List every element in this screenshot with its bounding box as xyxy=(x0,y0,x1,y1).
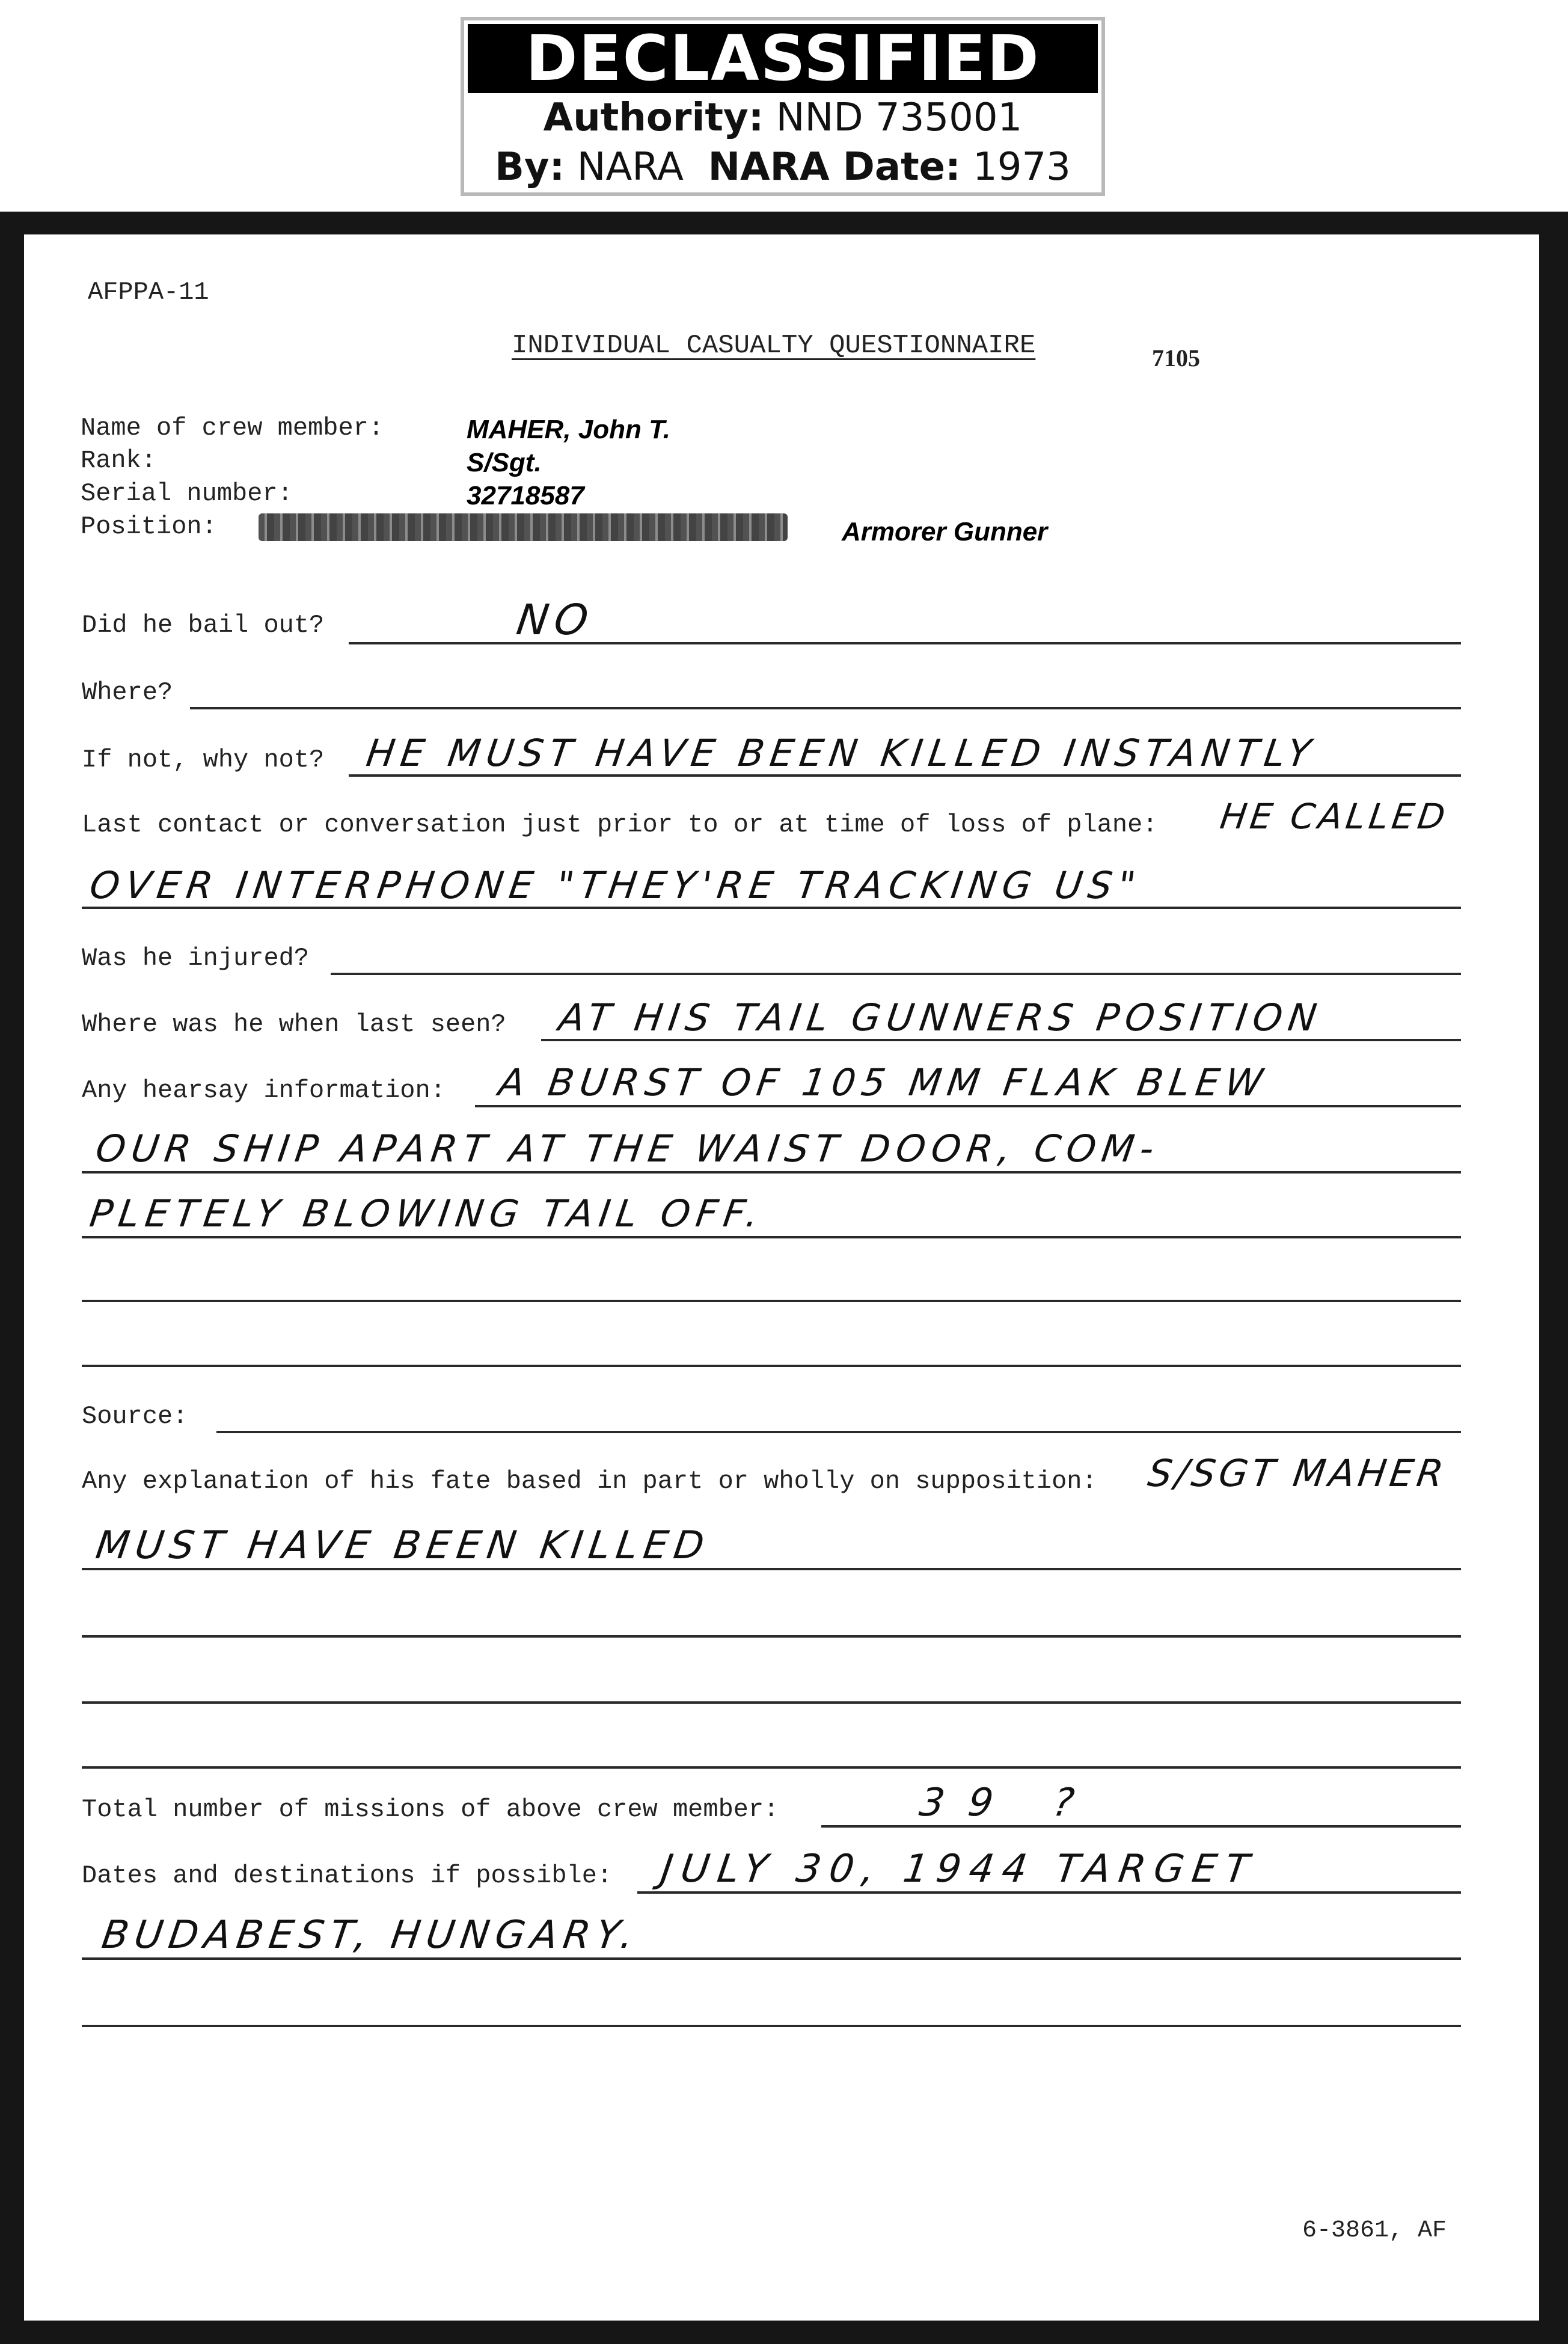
position-value: Armorer Gunner xyxy=(842,517,1048,546)
source-label: Source: xyxy=(82,1402,188,1431)
stamp-authority-label: Authority: xyxy=(543,96,764,140)
position-label: Position: xyxy=(81,512,217,541)
why-not-label: If not, why not? xyxy=(82,745,325,774)
hearsay-label: Any hearsay information: xyxy=(82,1076,446,1105)
stamp-title: DECLASSIFIED xyxy=(468,24,1098,93)
dates-label: Dates and destinations if possible: xyxy=(82,1861,613,1890)
declassified-stamp xyxy=(461,17,1105,196)
explanation-line-4 xyxy=(82,1766,1461,1769)
name-value: MAHER, John T. xyxy=(467,415,670,444)
stamp-by-value: NARA xyxy=(577,145,684,189)
hearsay-line-1 xyxy=(475,1105,1461,1107)
missions-line xyxy=(821,1825,1461,1828)
form-code: AFPPA-11 xyxy=(88,278,209,307)
rank-label: Rank: xyxy=(81,446,157,475)
serial-value: 32718587 xyxy=(467,481,584,510)
source-line xyxy=(216,1431,1461,1433)
doc-number: 7105 xyxy=(1152,344,1200,372)
stamp-date-value: 1973 xyxy=(973,145,1071,189)
bail-out-answer: NO xyxy=(513,595,598,644)
dates-line-1 xyxy=(637,1891,1461,1894)
stamp-by-label: By: xyxy=(495,145,565,189)
explanation-line-1 xyxy=(82,1568,1461,1570)
stamp-by-line xyxy=(464,142,1101,192)
last-contact-answer-1: HE CALLED xyxy=(1217,796,1451,837)
hearsay-line-3 xyxy=(82,1236,1461,1238)
dates-line-3 xyxy=(82,2025,1461,2027)
last-contact-label: Last contact or conversation just prior to or at time of loss of plane: xyxy=(82,810,1158,839)
why-not-answer: HE MUST HAVE BEEN KILLED INSTANTLY xyxy=(363,731,1320,775)
where-line xyxy=(190,707,1461,709)
rank-value: S/Sgt. xyxy=(467,448,542,477)
questionnaire-page xyxy=(24,234,1539,2321)
bail-out-label: Did he bail out? xyxy=(82,611,325,640)
explanation-line-3 xyxy=(82,1701,1461,1704)
where-label: Where? xyxy=(82,678,173,707)
missions-answer: 39 ? xyxy=(916,1781,1101,1825)
explanation-answer-2: MUST HAVE BEEN KILLED xyxy=(93,1523,713,1568)
injured-line xyxy=(331,973,1461,975)
dates-line-2 xyxy=(82,1957,1461,1960)
footer-form-code: 6-3861, AF xyxy=(1302,2217,1447,2244)
hearsay-answer-3: PLETELY BLOWING TAIL OFF. xyxy=(87,1192,768,1235)
last-contact-answer-2: OVER INTERPHONE "THEY'RE TRACKING US" xyxy=(87,863,1145,907)
explanation-label: Any explanation of his fate based in part or wholly on supposition: xyxy=(82,1467,1097,1496)
serial-label: Serial number: xyxy=(81,479,293,508)
form-title: INDIVIDUAL CASUALTY QUESTIONNAIRE xyxy=(512,331,1036,361)
last-seen-label: Where was he when last seen? xyxy=(82,1010,506,1039)
stamp-authority-value: NND 735001 xyxy=(776,96,1023,140)
hearsay-answer-2: OUR SHIP APART AT THE WAIST DOOR, COM- xyxy=(93,1127,1163,1170)
struck-out-text xyxy=(259,513,788,541)
dates-answer-2: BUDABEST, HUNGARY. xyxy=(99,1913,643,1957)
explanation-answer-1: S/SGT MAHER xyxy=(1145,1451,1450,1495)
stamp-authority-line xyxy=(464,93,1101,142)
hearsay-line-5 xyxy=(82,1365,1461,1367)
missions-label: Total number of missions of above crew member: xyxy=(82,1795,779,1824)
explanation-line-2 xyxy=(82,1635,1461,1638)
name-label: Name of crew member: xyxy=(81,414,384,442)
injured-label: Was he injured? xyxy=(82,944,310,973)
hearsay-line-4 xyxy=(82,1300,1461,1302)
hearsay-answer-1: A BURST OF 105 MM FLAK BLEW xyxy=(495,1060,1272,1104)
dates-answer-1: JULY 30, 1944 TARGET xyxy=(658,1847,1260,1891)
stamp-date-label: NARA Date: xyxy=(708,145,961,189)
last-seen-answer: AT HIS TAIL GUNNERS POSITION xyxy=(556,996,1326,1039)
hearsay-line-2 xyxy=(82,1171,1461,1174)
